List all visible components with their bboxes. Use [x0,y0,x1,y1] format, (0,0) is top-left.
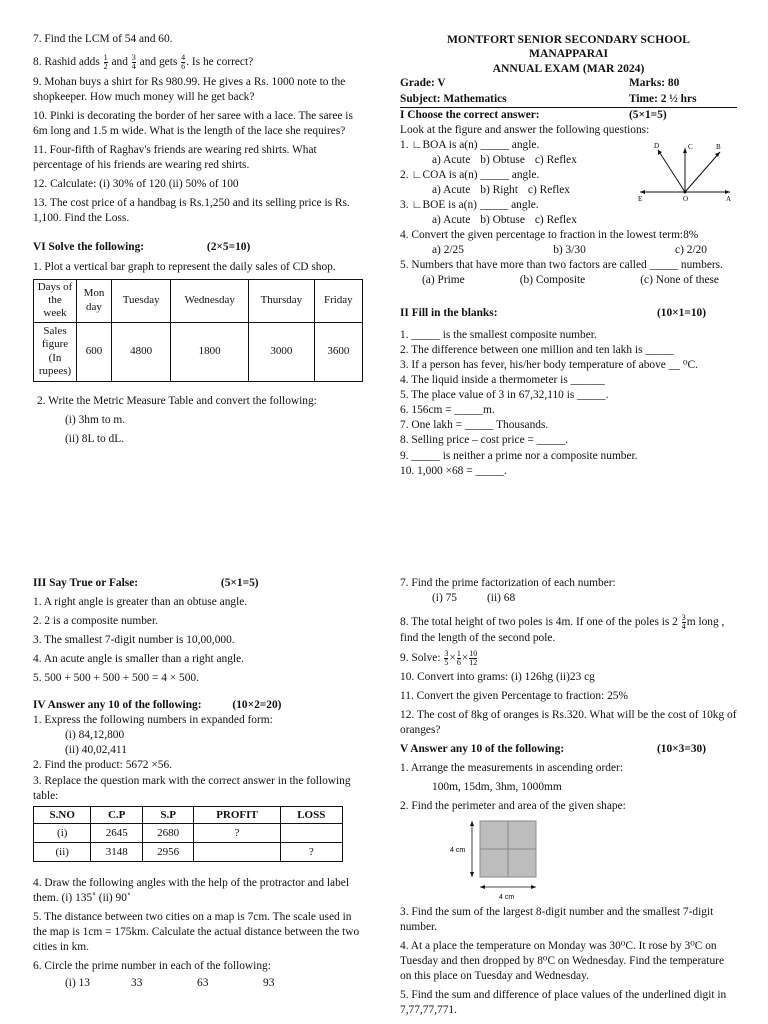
table-cell: 600 [77,322,112,381]
sub-item: (ii) 40,02,411 [65,744,127,757]
table-cell: Mon day [77,279,112,322]
question: 1. Express the following numbers in expanded form: [33,714,273,727]
list-item: 5. 500 + 500 + 500 + 500 = 4 × 500. [33,672,199,685]
sales-table [33,279,363,382]
question: 8. Rashid adds $\frac{1}{2}$ and $\frac{3}{4}$ and gets $\frac{4}{6}$ . Is he correct? [33,53,254,72]
question: 5. Numbers that have more than two factors are called _____ numbers. [400,259,723,272]
square-figure [440,815,560,905]
table-header: LOSS [280,806,342,824]
fig-label: A [726,194,732,202]
question: 2. Find the product: 5672 ×56. [33,759,172,772]
list-item: 5. The place value of 3 in 67,32,110 is _____. [400,389,609,402]
question: 8. The total height of two poles is 4m. If one of the poles is 2 $\frac{3}{4}$ m long , find the length of the second pole. [400,613,725,645]
options: a) 2/25 b) 3/30 c) 2/20 [432,243,707,256]
table-cell: Sales figure (In rupees) [34,322,77,381]
list-item: 1. _____ is the smallest composite number. [400,329,597,342]
table-header: S.NO [34,806,91,824]
question: 12. The cost of 8kg of oranges is Rs.320. What will be the cost of 10kg of oranges? [400,709,737,737]
grade-row: Grade: V Marks: 80 [400,77,680,90]
list-item: 2. 2 is a composite number. [33,615,158,628]
table-header: S.P [142,806,193,824]
list-item: 3. If a person has fever, his/her body temperature of above __ ⁰C. [400,359,698,372]
fraction: $\frac{1}{2}$ [103,53,108,72]
table-cell: 3000 [249,322,315,381]
question: 1. Arrange the measurements in ascending order: [400,762,623,775]
options: a) Acute b) Obtuse c) Reflex [432,213,577,226]
left-top-column [33,32,365,451]
list-item: 7. One lakh = _____ Thousands. [400,419,549,432]
table-cell: 3600 [314,322,362,381]
question: 13. The cost price of a handbag is Rs.1,250 and its selling price is Rs. 1,100. Find the Loss. [33,197,350,225]
question: 6. Circle the prime number in each of the following: [33,960,271,973]
fraction: $\frac{4}{6}$ [181,53,186,72]
fraction: $\frac{3}{5}$ [444,649,449,668]
list-item: 8. Selling price – cost price = _____. [400,434,569,447]
sub-item: (i) 84,12,800 [65,729,125,742]
section-heading: VI Solve the following: (2×5=10) [33,241,251,254]
table-cell: Days of the week [34,279,77,322]
table-cell: Thursday [249,279,315,322]
school-name: MONTFORT SENIOR SECONDARY SCHOOL [446,33,690,46]
options: a) Acute b) Obtuse c) Reflex [432,153,577,166]
table-cell [194,843,280,862]
question: 4. Draw the following angles with the help of the protractor and label them. (i) 135˚ (ii) 90˚ [33,877,349,905]
question: 1. ∟BOA is a(n) _____ angle. [400,138,540,151]
question: 9. Mohan buys a shirt for Rs 980.99. He gives a Rs. 1000 note to the shopkeeper. How much money will he get back? [33,76,346,104]
section-heading: IV Answer any 10 of the following: (10×2=20) [33,699,282,712]
mcq-block [400,138,737,228]
right-bottom-column [400,576,737,1022]
section-heading: I Choose the correct answer: (5×1=5) [400,108,667,121]
question: 2. ∟COA is a(n) _____ angle. [400,168,540,181]
table-cell: 1800 [171,322,249,381]
question: 11. Four-fifth of Raghav's friends are wearing red shirts. What percentage of his friends are wearing red shirts. [33,144,317,172]
question: 9. Solve: $\frac{3}{5}$ × $\frac{1}{6}$ × $\frac{10}{12}$ [400,649,478,668]
section-heading: III Say True or False: (5×1=5) [33,577,259,589]
fig-label: D [654,141,660,150]
sub-item: 100m, 15dm, 3hm, 1000mm [432,781,562,794]
fraction: $\frac{10}{12}$ [469,649,478,668]
question: 7. Find the LCM of 54 and 60. [33,33,173,45]
list-item: 2. The difference between one million and ten lakh is _____ [400,344,674,357]
list-item: 4. The liquid inside a thermometer is ______ [400,374,605,387]
exam-title: ANNUAL EXAM (MAR 2024) [492,61,645,75]
question: 10. Pinki is decorating the border of her saree with a lace. The saree is 6m long and 1.5 m wide. What is the length of the lace she requires? [33,110,353,138]
left-bottom-column [33,576,365,991]
table-cell: ? [280,843,342,862]
table-cell [280,824,342,843]
subject-row: Subject: Mathematics Time: 2 ½ hrs [400,92,737,108]
profit-loss-table [33,806,343,863]
list-item: 4. An acute angle is smaller than a right angle. [33,653,244,666]
table-header: PROFIT [194,806,280,824]
question: 5. Find the sum and difference of place values of the underlined digit in 7,77,77,771. [400,988,727,1016]
table-cell: Wednesday [171,279,249,322]
list-item: 3. The smallest 7-digit number is 10,00,000. [33,634,235,647]
list-item: 6. 156cm = _____m. [400,404,495,417]
options: (a) Prime (b) Composite (c) None of these [422,274,719,287]
fraction: $\frac{1}{6}$ [456,649,461,668]
table-cell: ? [194,824,280,843]
table-cell: 2956 [142,843,193,862]
table-cell: 3148 [91,843,142,862]
question: 3. Replace the question mark with the correct answer in the following table: [33,774,351,802]
list-item: 9. _____ is neither a prime nor a composite number. [400,449,638,462]
table-cell: 2645 [91,824,142,843]
list-item: 10. 1,000 ×68 = _____. [400,464,507,477]
question: 2. Write the Metric Measure Table and convert the following: [37,394,317,407]
section-heading: II Fill in the blanks: (10×1=10) [400,307,707,320]
question: 1. Plot a vertical bar graph to represent the daily sales of CD shop. [33,260,336,273]
table-cell: (ii) [34,843,91,862]
table-header: C.P [91,806,142,824]
fig-label: B [716,142,721,151]
question: 7. Find the prime factorization of each number: [400,577,616,589]
question: 2. Find the perimeter and area of the given shape: [400,800,626,813]
fig-label: O [683,194,689,202]
question: 5. The distance between two cities on a map is 7cm. The scale used in the map is 1cm = 175km. Calculate the actual distance between the two cities in km. [33,911,360,954]
table-cell: (i) [34,824,91,843]
question: 4. Convert the given percentage to fraction in the lowest term:8% [400,228,699,241]
right-top-column [400,33,737,479]
question: 12. Calculate: (i) 30% of 120 (ii) 50% of 100 [33,178,239,191]
table-cell: Friday [314,279,362,322]
table-cell: Tuesday [112,279,171,322]
table-cell: 2680 [142,824,193,843]
options: a) Acute b) Right c) Reflex [432,183,570,196]
question: 4. At a place the temperature on Monday was 30⁰C. It rose by 3⁰C on Tuesday and then dropped by 8⁰C on Wednesday. Find the temperature on this place on Tuesday and Wednesday. [400,939,725,982]
fig-label: C [688,142,693,151]
shape-label: 4 cm [450,846,466,854]
section-heading: V Answer any 10 of the following: (10×3=30) [400,743,707,756]
question: 3. Find the sum of the largest 8-digit number and the smallest 7-digit number. [400,905,714,933]
shape-label: 4 cm [499,893,515,901]
sub-item: (ii) 8L to dL. [65,432,125,445]
prime-options: (i) 13 33 63 93 [65,977,275,990]
list-item: 1. A right angle is greater than an obtuse angle. [33,596,248,609]
question: 3. ∟BOE is a(n) _____ angle. [400,198,539,211]
table-cell: 4800 [112,322,171,381]
fig-label: E [638,194,643,202]
town-name: MANAPPARAI [529,47,608,61]
fraction: $\frac{3}{4}$ [131,53,136,72]
sub-item: (i) 3hm to m. [65,413,126,426]
instruction: Look at the figure and answer the following questions: [400,123,650,136]
fraction: $\frac{3}{4}$ [681,613,686,632]
angle-figure [628,140,738,202]
question: 10. Convert into grams: (i) 126hg (ii)23 cg [400,671,595,684]
options: (i) 75 (ii) 68 [432,592,516,605]
question: 11. Convert the given Percentage to fraction: 25% [400,690,628,703]
